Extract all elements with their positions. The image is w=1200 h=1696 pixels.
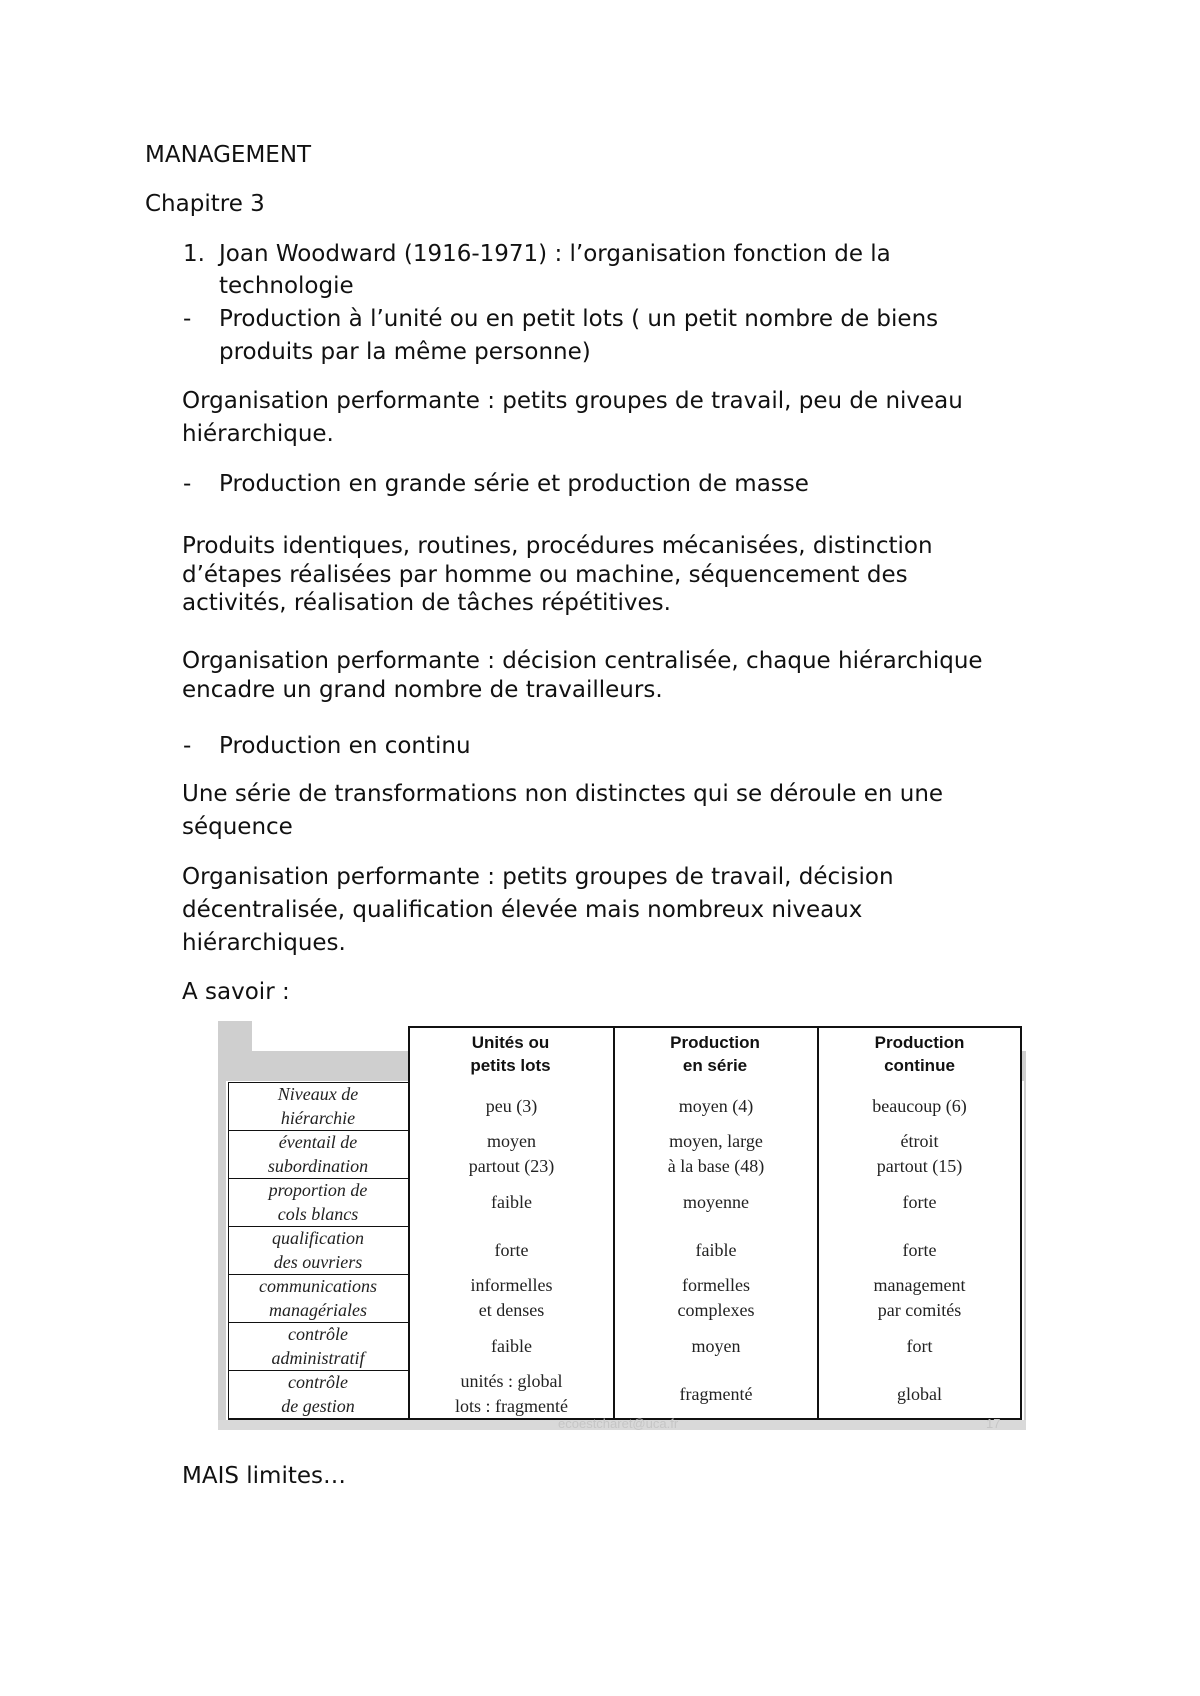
mass-desc-line1: Produits identiques, routines, procédures mécanisées, distinction: [182, 533, 933, 559]
table-cell: [819, 1226, 1020, 1274]
cell-line: faible: [491, 1335, 532, 1356]
grid-line: [228, 1082, 408, 1083]
cell-line: beaucoup (6): [872, 1095, 967, 1116]
org-unit-line2: hiérarchique.: [182, 421, 334, 447]
cell-line: partout (15): [876, 1156, 963, 1176]
row-label-line: communications: [259, 1276, 377, 1296]
table-cell: [410, 1322, 613, 1370]
table-cell: [615, 1322, 817, 1370]
table-cell: [410, 1226, 613, 1274]
cell-line: et denses: [478, 1300, 545, 1320]
row-label-line: de gestion: [281, 1396, 355, 1416]
column-header-units: Unités ou petits lots: [470, 1033, 551, 1075]
cell-line: moyenne: [683, 1191, 749, 1212]
woodward-comparison-table: [218, 1021, 1026, 1430]
table-cell: [615, 1178, 817, 1226]
cell-line: forte: [494, 1239, 529, 1260]
chapter-heading: Chapitre 3: [145, 191, 265, 217]
a-savoir-label: A savoir :: [182, 979, 290, 1005]
bullet-unit-line2: produits par la même personne): [219, 339, 591, 365]
table-cell: [819, 1130, 1020, 1178]
column-header-continuous: Production continue: [874, 1033, 965, 1075]
item1-line2: technologie: [219, 273, 354, 299]
row-label-line: cols blancs: [277, 1204, 359, 1224]
column-header-series: Production en série: [670, 1033, 760, 1075]
cell-line: moyen (4): [678, 1095, 754, 1116]
table-cell: [410, 1178, 613, 1226]
org-continuous-line2: décentralisée, qualification élevée mais nombreux niveaux: [182, 897, 863, 923]
item1-line1: Joan Woodward (1916-1971) : l’organisation fonction de la: [219, 241, 891, 267]
table-cell: [819, 1370, 1020, 1418]
grid-line: [408, 1026, 1022, 1028]
row-label-line: contrôle: [288, 1372, 348, 1392]
continuous-desc-line2: séquence: [182, 814, 293, 840]
row-label: [228, 1130, 408, 1178]
cell-line: partout (23): [468, 1156, 555, 1176]
grid-line: [228, 1226, 408, 1227]
row-label-line: qualification: [272, 1228, 364, 1248]
row-label-line: contrôle: [287, 1324, 348, 1344]
watermark-page: 17: [986, 1416, 1001, 1430]
cell-line: global: [897, 1383, 942, 1404]
org-mass-line1: Organisation performante : décision centralisée, chaque hiérarchique: [182, 648, 983, 674]
mass-desc-line2: d’étapes réalisées par homme ou machine, séquencement des: [182, 562, 908, 588]
table-cell: [819, 1082, 1020, 1130]
cell-line: faible: [695, 1239, 737, 1260]
cell-line: fort: [906, 1335, 933, 1356]
cell-line: unités : global: [460, 1371, 563, 1391]
table-cell: [615, 1370, 817, 1418]
table-cell: [615, 1082, 817, 1130]
bullet-marker: -: [183, 471, 192, 497]
continuous-desc-line1: Une série de transformations non distinctes qui se déroule en une: [182, 781, 944, 807]
cell-line: forte: [902, 1239, 937, 1260]
grid-line: [817, 1026, 819, 1420]
watermark-email: ecoestcharet@uca.fr: [558, 1416, 679, 1430]
row-label-line: managériales: [268, 1300, 367, 1320]
row-label-line: administratif: [271, 1348, 365, 1368]
grid-line: [408, 1026, 410, 1420]
row-label-line: éventail de: [278, 1132, 358, 1152]
row-label-line: proportion de: [268, 1180, 368, 1200]
cell-line: par comités: [877, 1300, 962, 1320]
grid-line: [228, 1130, 408, 1131]
grid-line: [613, 1026, 615, 1420]
scan-border: [1024, 1081, 1026, 1430]
table-cell: [615, 1274, 817, 1322]
table-cell: [410, 1370, 613, 1418]
cell-line: peu (3): [485, 1095, 538, 1116]
org-continuous-line1: Organisation performante : petits groupes de travail, décision: [182, 864, 894, 890]
table-cell: [819, 1178, 1020, 1226]
list-number: 1.: [183, 241, 205, 267]
grid-line: [228, 1178, 408, 1179]
cell-line: moyen, large: [669, 1131, 763, 1151]
grid-line: [228, 1370, 408, 1371]
table-cell: [410, 1274, 613, 1322]
table-cell: [819, 1274, 1020, 1322]
row-label: [228, 1082, 408, 1130]
table-cell: [615, 1226, 817, 1274]
cell-line: informelles: [470, 1275, 553, 1295]
cell-line: à la base (48): [667, 1156, 765, 1176]
table-grid: [228, 1026, 1022, 1420]
org-unit-line1: Organisation performante : petits groupes de travail, peu de niveau: [182, 388, 963, 414]
table-cell: [410, 1082, 613, 1130]
grid-line: [1020, 1026, 1022, 1420]
bullet-continuous-text: Production en continu: [219, 733, 471, 759]
table-cell: [615, 1130, 817, 1178]
cell-line: management: [873, 1275, 966, 1295]
row-label: [228, 1178, 408, 1226]
cell-line: moyen: [486, 1131, 536, 1151]
grid-line: [228, 1082, 229, 1420]
document-title: MANAGEMENT: [145, 142, 312, 168]
row-label: [228, 1370, 408, 1418]
cell-line: complexes: [677, 1300, 755, 1320]
cell-line: moyen: [691, 1335, 741, 1356]
row-label: [228, 1226, 408, 1274]
cell-line: étroit: [900, 1131, 939, 1151]
row-label-line: Niveaux de: [277, 1084, 359, 1104]
grid-line: [228, 1322, 408, 1323]
scan-border: [218, 1081, 226, 1430]
table-cell: [410, 1130, 613, 1178]
row-label-line: subordination: [267, 1156, 369, 1176]
row-label-line: des ouvriers: [273, 1252, 363, 1272]
row-label: [228, 1322, 408, 1370]
bullet-unit-line1: Production à l’unité ou en petit lots ( un petit nombre de biens: [219, 306, 939, 332]
cell-line: lots : fragmenté: [455, 1396, 568, 1416]
cell-line: faible: [491, 1191, 532, 1212]
bullet-marker: -: [183, 306, 192, 332]
cell-line: forte: [902, 1191, 937, 1212]
row-label-line: hiérarchie: [280, 1108, 356, 1128]
table-cell: [819, 1322, 1020, 1370]
mass-desc-line3: activités, réalisation de tâches répétitives.: [182, 590, 671, 616]
grid-line: [228, 1274, 408, 1275]
org-mass-line2: encadre un grand nombre de travailleurs.: [182, 677, 663, 703]
row-label: [228, 1274, 408, 1322]
cell-line: fragmenté: [679, 1383, 753, 1404]
mais-limites: MAIS limites…: [182, 1463, 346, 1489]
bullet-marker: -: [183, 733, 192, 759]
org-continuous-line3: hiérarchiques.: [182, 930, 346, 956]
bullet-mass-text: Production en grande série et production de masse: [219, 471, 809, 497]
cell-line: formelles: [682, 1275, 750, 1295]
